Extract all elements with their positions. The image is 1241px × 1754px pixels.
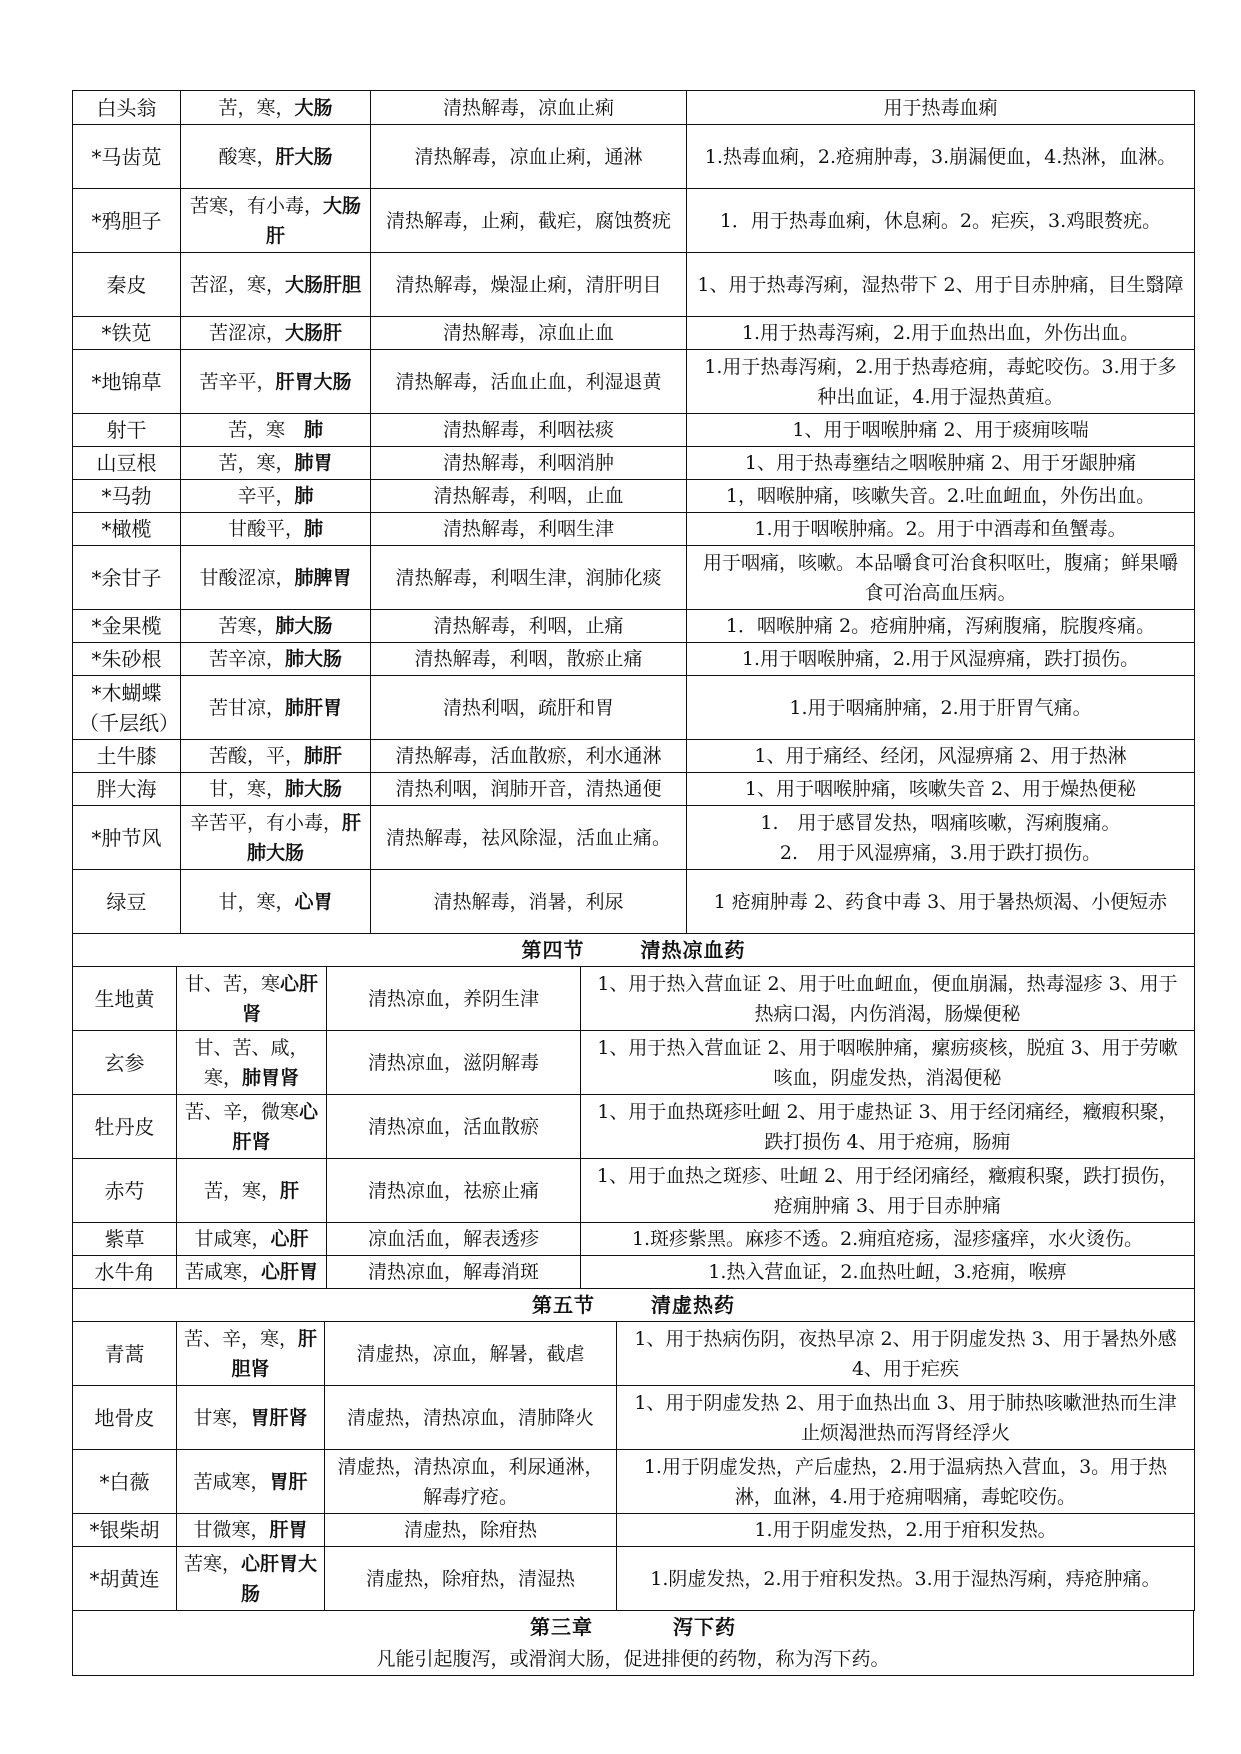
herb-property [181, 773, 371, 806]
herb-nature-flavor: 酸寒， [218, 145, 276, 168]
table-row [73, 253, 1195, 317]
herb-name: 青蒿 [73, 1322, 177, 1386]
herb-name: 地骨皮 [73, 1386, 177, 1450]
herb-meridian: 心肝肾 [232, 1100, 319, 1153]
herb-property [181, 676, 371, 740]
herb-name: 水牛角 [73, 1256, 177, 1289]
herb-nature-flavor: 苦甘凉， [208, 696, 285, 719]
herb-meridian: 心肝胃大肠 [240, 1552, 318, 1605]
herb-nature-flavor: 苦，寒， [203, 1179, 280, 1202]
herb-efficacy: 清热凉血，滋阴解毒 [327, 1031, 581, 1095]
herb-indications: 1、用于热毒壅结之咽喉肿痛 2、用于牙龈肿痛 [687, 447, 1195, 480]
herb-indications: 1．用于热毒血痢，休息痢。2。疟疾，3.鸡眼赘疣。 [687, 189, 1195, 253]
table-row [73, 1547, 1195, 1611]
herb-efficacy: 凉血活血，解表透疹 [327, 1223, 581, 1256]
table-row [73, 513, 1195, 546]
herb-indications: 1.阴虚发热，2.用于疳积发热。3.用于湿热泻痢，痔疮肿痛。 [617, 1547, 1195, 1611]
herb-name: *朱砂根 [73, 643, 181, 676]
herb-meridian: 肝胃大肠 [275, 370, 352, 393]
herb-property [181, 480, 371, 513]
herb-meridian: 大肠 [294, 96, 333, 119]
herb-indications: 1、用于热病伤阴，夜热早凉 2、用于阴虚发热 3、用于暑热外感 4、用于疟疾 [617, 1322, 1195, 1386]
herb-meridian: 心胃 [294, 890, 333, 913]
herb-meridian: 肝大肠 [275, 145, 333, 168]
herb-name: 绿豆 [73, 870, 181, 934]
herb-meridian: 大肠肝 [265, 194, 362, 247]
table-row [73, 1386, 1195, 1450]
section-title: 清虚热药 [651, 1293, 735, 1317]
herb-indications: 1.用于热毒泻痢，2.用于血热出血，外伤出血。 [687, 317, 1195, 350]
herb-property [181, 643, 371, 676]
herb-property [181, 189, 371, 253]
herb-meridian: 肺 [294, 485, 314, 507]
table-row [73, 610, 1195, 643]
herb-efficacy: 清热解毒，活血止血，利湿退黄 [371, 350, 687, 414]
table-row [73, 317, 1195, 350]
herb-property [181, 610, 371, 643]
herb-efficacy: 清热解毒，利咽祛痰 [371, 414, 687, 447]
table-row [73, 870, 1195, 934]
herb-indications: 1、用于血热之斑疹、吐衄 2、用于经闭痛经，癥瘕积聚，跌打损伤，疮痈肿痛 3、用于目赤肿痛 [581, 1159, 1195, 1223]
section-title: 清热凉血药 [640, 938, 746, 962]
herb-indications: 1.斑疹紫黑。麻疹不透。2.痈疽疮疡，湿疹瘙痒，水火烫伤。 [581, 1223, 1195, 1256]
herb-indications: 1.热毒血痢，2.疮痈肿毒，3.崩漏便血，4.热淋，血淋。 [687, 125, 1195, 189]
herb-efficacy: 清热解毒，利咽，散瘀止痛 [371, 643, 687, 676]
herb-name: 山豆根 [73, 447, 181, 480]
herb-name: 射干 [73, 414, 181, 447]
herb-indications: 1、用于咽喉肿痛，咳嗽失音 2、用于燥热便秘 [687, 773, 1195, 806]
herb-indications: 1.用于阴虚发热，2.用于疳积发热。 [617, 1514, 1195, 1547]
table-row [73, 414, 1195, 447]
herb-property [177, 1256, 327, 1289]
herb-efficacy: 清热解毒，利咽生津 [371, 513, 687, 546]
herb-nature-flavor: 苦，寒， [218, 452, 295, 474]
table-row [73, 1322, 1195, 1386]
herb-nature-flavor: 甘，寒， [218, 890, 295, 913]
table-row [73, 1256, 1195, 1289]
herb-name: *银柴胡 [73, 1514, 177, 1547]
herb-nature-flavor: 苦、辛，微寒 [184, 1100, 299, 1123]
herb-efficacy: 清热凉血，活血散瘀 [327, 1095, 581, 1159]
herb-property [181, 447, 371, 480]
herb-indications: 1.用于咽喉肿痛。2。用于中酒毒和鱼蟹毒。 [687, 513, 1195, 546]
herb-property [181, 91, 371, 125]
table-row [73, 740, 1195, 773]
herb-indications: 1，咽喉肿痛，咳嗽失音。2.吐血衄血，外伤出血。 [687, 480, 1195, 513]
herb-property [177, 1031, 327, 1095]
herb-name: *鸦胆子 [73, 189, 181, 253]
table-row [73, 350, 1195, 414]
herb-efficacy: 清虚热，除疳热 [325, 1514, 617, 1547]
herb-name: *木蝴蝶（千层纸） [73, 676, 181, 740]
herb-meridian: 肺 [304, 518, 324, 540]
herb-name: 赤芍 [73, 1159, 177, 1223]
herb-property [177, 1159, 327, 1223]
herb-property [177, 1547, 325, 1611]
herb-indications: 1.用于阴虚发热，产后虚热，2.用于温病热入营血，3。用于热淋，血淋，4.用于疮痈咽痛，毒蛇咬伤。 [617, 1450, 1195, 1514]
herb-name: 生地黄 [73, 967, 177, 1031]
herb-nature-flavor: 甘、苦、咸，寒， [194, 1036, 309, 1089]
herb-property [181, 740, 371, 773]
herb-meridian: 肺 [304, 419, 324, 441]
chapter-title: 泻下药 [673, 1615, 736, 1639]
herb-efficacy: 清虚热，清热凉血，利尿通淋，解毒疗疮。 [325, 1450, 617, 1514]
herb-name: 紫草 [73, 1223, 177, 1256]
herb-efficacy: 清热解毒，凉血止痢 [371, 91, 687, 125]
chapter-description: 凡能引起腹泻，或滑润大肠，促进排便的药物，称为泻下药。 [73, 1643, 1194, 1676]
section-label: 第五节 [532, 1293, 595, 1317]
herb-meridian: 肝胆肾 [231, 1327, 318, 1380]
herb-indications: 1、用于热入营血证 2、用于咽喉肿痛，瘰疬痰核，脱疽 3、用于劳嗽咳血，阴虚发热，消渴便秘 [581, 1031, 1195, 1095]
herb-property [181, 546, 371, 610]
herb-efficacy: 清虚热，凉血，解暑，截虐 [325, 1322, 617, 1386]
herb-indications: 1. 用于感冒发热，咽痛咳嗽，泻痢腹痛。 2. 用于风湿痹痛，3.用于跌打损伤。 [687, 806, 1195, 870]
herb-meridian: 大肠肝胆 [285, 273, 362, 296]
table-row [73, 967, 1195, 1031]
herb-meridian: 心肝 [270, 1228, 309, 1250]
herb-nature-flavor: 甘微寒， [193, 1519, 270, 1541]
herb-nature-flavor: 苦辛凉， [208, 648, 285, 670]
herb-name: *余甘子 [73, 546, 181, 610]
herb-property [181, 253, 371, 317]
herb-property [181, 125, 371, 189]
table-row [73, 546, 1195, 610]
table-row [73, 1450, 1195, 1514]
herb-meridian: 大肠肝 [285, 322, 343, 344]
section-heading [73, 934, 1195, 967]
herb-efficacy: 清热解毒，凉血止痢，通淋 [371, 125, 687, 189]
herb-efficacy: 清热解毒，止痢，截疟，腐蚀赘疣 [371, 189, 687, 253]
table-row [73, 1223, 1195, 1256]
herb-indications: 1、用于阴虚发热 2、用于血热出血 3、用于肺热咳嗽泄热而生津止烦渴泄热而泻肾经浮火 [617, 1386, 1195, 1450]
section-heading [73, 1289, 1195, 1322]
herb-nature-flavor: 苦酸，平， [208, 745, 304, 767]
herb-property [181, 350, 371, 414]
herb-nature-flavor: 甘寒， [193, 1406, 251, 1429]
herb-indications: 1 疮痈肿毒 2、药食中毒 3、用于暑热烦渴、小便短赤 [687, 870, 1195, 934]
herb-indications: 1.用于咽痛肿痛，2.用于肝胃气痛。 [687, 676, 1195, 740]
herb-meridian: 肺脾胃 [294, 566, 352, 589]
herb-meridian: 肺大肠 [275, 615, 333, 637]
herb-nature-flavor: 甘酸涩凉， [199, 566, 295, 589]
herb-nature-flavor: 苦寒， [183, 1552, 241, 1575]
herb-property [177, 1450, 325, 1514]
herb-name: *橄榄 [73, 513, 181, 546]
herb-name: *马齿苋 [73, 125, 181, 189]
herb-nature-flavor: 苦寒， [218, 615, 276, 637]
table-row [73, 643, 1195, 676]
herb-efficacy: 清虚热，清热凉血，清肺降火 [325, 1386, 617, 1450]
herb-name: 白头翁 [73, 91, 181, 125]
herb-table [72, 1610, 1194, 1676]
herb-efficacy: 清热解毒，消暑，利尿 [371, 870, 687, 934]
herb-nature-flavor: 甘，寒， [208, 778, 285, 800]
herb-property [181, 317, 371, 350]
table-row [73, 91, 1195, 125]
section-label: 第四节 [521, 938, 585, 962]
herb-efficacy: 清虚热，除疳热，清湿热 [325, 1547, 617, 1611]
herb-property [177, 1514, 325, 1547]
herb-property [181, 414, 371, 447]
herb-efficacy: 清热解毒，祛风除湿，活血止痛。 [371, 806, 687, 870]
herb-meridian: 胃肝 [269, 1470, 308, 1493]
herb-nature-flavor: 苦咸寒， [184, 1261, 261, 1283]
chapter-label: 第三章 [530, 1615, 593, 1639]
table-row [73, 1159, 1195, 1223]
herb-meridian: 肺肝 [304, 745, 343, 767]
herb-nature-flavor: 辛平， [237, 485, 295, 507]
herb-name: 土牛膝 [73, 740, 181, 773]
herb-meridian: 心肝肾 [241, 972, 319, 1025]
herb-efficacy: 清热解毒，利咽消肿 [371, 447, 687, 480]
herb-indications: 1．咽喉肿痛 2。疮痈肿痛，泻痢腹痛，脘腹疼痛。 [687, 610, 1195, 643]
table-row [73, 125, 1195, 189]
herb-indications: 1、用于热入营血证 2、用于吐血衄血，便血崩漏，热毒湿疹 3、用于热病口渴，内伤消渴，肠燥便秘 [581, 967, 1195, 1031]
herb-meridian: 肺胃 [294, 452, 333, 474]
herb-efficacy: 清热解毒，利咽生津，润肺化痰 [371, 546, 687, 610]
herb-indications: 1.用于热毒泻痢，2.用于热毒疮痈，毒蛇咬伤。3.用于多种出血证，4.用于湿热黄疸。 [687, 350, 1195, 414]
herb-meridian: 心肝胃 [261, 1261, 319, 1283]
herb-efficacy: 清热解毒，活血散瘀，利水通淋 [371, 740, 687, 773]
table-row [73, 1514, 1195, 1547]
herb-property [177, 1223, 327, 1256]
herb-table [72, 1288, 1195, 1611]
herb-meridian: 肝肺大肠 [246, 811, 362, 864]
herb-property [177, 1095, 327, 1159]
herb-name: 玄参 [73, 1031, 177, 1095]
herb-nature-flavor: 甘咸寒， [194, 1228, 271, 1250]
herb-indications: 1、用于血热斑疹吐衄 2、用于虚热证 3、用于经闭痛经，癥瘕积聚，跌打损伤 4、用于疮痈，肠痈 [581, 1095, 1195, 1159]
herb-indications: 用于咽痛，咳嗽。本品嚼食可治食积呕吐，腹痛；鲜果嚼食可治高血压病。 [687, 546, 1195, 610]
table-row [73, 676, 1195, 740]
herb-nature-flavor: 苦、辛，寒， [183, 1327, 298, 1350]
herb-table [72, 90, 1195, 934]
herb-nature-flavor: 苦，寒， [218, 96, 295, 119]
herb-efficacy: 清热凉血，解毒消斑 [327, 1256, 581, 1289]
herb-table [72, 933, 1195, 1289]
table-row [73, 1095, 1195, 1159]
herb-nature-flavor: 苦辛平， [199, 370, 276, 393]
herb-name: *肿节风 [73, 806, 181, 870]
herb-name: 牡丹皮 [73, 1095, 177, 1159]
table-row [73, 189, 1195, 253]
herb-nature-flavor: 辛苦平，有小毒， [189, 811, 342, 834]
herb-efficacy: 清热解毒，利咽，止痛 [371, 610, 687, 643]
table-row [73, 480, 1195, 513]
table-row [73, 1031, 1195, 1095]
herb-name: *马勃 [73, 480, 181, 513]
herb-indications: 用于热毒血痢 [687, 91, 1195, 125]
table-row [73, 447, 1195, 480]
herb-indications: 1、用于咽喉肿痛 2、用于痰痈咳喘 [687, 414, 1195, 447]
herb-property [181, 513, 371, 546]
herb-table-page [72, 90, 1194, 1676]
herb-nature-flavor: 苦，寒 [227, 419, 304, 441]
herb-efficacy: 清热解毒，凉血止血 [371, 317, 687, 350]
herb-name: 胖大海 [73, 773, 181, 806]
herb-name: *金果榄 [73, 610, 181, 643]
herb-property [177, 967, 327, 1031]
herb-nature-flavor: 苦咸寒， [193, 1470, 270, 1493]
herb-name: *白薇 [73, 1450, 177, 1514]
herb-nature-flavor: 苦寒，有小毒， [189, 194, 323, 217]
herb-meridian: 肺胃肾 [242, 1066, 300, 1089]
table-row [73, 806, 1195, 870]
herb-efficacy: 清热凉血，祛瘀止痛 [327, 1159, 581, 1223]
herb-meridian: 肺大肠 [285, 778, 343, 800]
herb-nature-flavor: 甘、苦，寒 [184, 972, 280, 995]
herb-efficacy: 清热解毒，利咽，止血 [371, 480, 687, 513]
herb-meridian: 肺大肠 [285, 648, 343, 670]
herb-meridian: 胃肝肾 [250, 1406, 308, 1429]
herb-efficacy: 清热解毒，燥湿止痢，清肝明目 [371, 253, 687, 317]
herb-property [177, 1322, 325, 1386]
herb-efficacy: 清热利咽，润肺开音，清热通便 [371, 773, 687, 806]
herb-indications: 1.用于咽喉肿痛，2.用于风湿痹痛，跌打损伤。 [687, 643, 1195, 676]
herb-nature-flavor: 苦涩凉， [208, 322, 285, 344]
chapter-heading [73, 1611, 1194, 1644]
herb-efficacy: 清热利咽，疏肝和胃 [371, 676, 687, 740]
herb-indications: 1、用于痛经、经闭，风湿痹痛 2、用于热淋 [687, 740, 1195, 773]
herb-meridian: 肺肝胃 [285, 696, 343, 719]
herb-name: *铁苋 [73, 317, 181, 350]
herb-efficacy: 清热凉血，养阴生津 [327, 967, 581, 1031]
herb-name: *地锦草 [73, 350, 181, 414]
herb-nature-flavor: 甘酸平， [227, 518, 304, 540]
herb-meridian: 肝 [280, 1179, 300, 1202]
herb-name: 秦皮 [73, 253, 181, 317]
herb-property [177, 1386, 325, 1450]
herb-meridian: 肝胃 [269, 1519, 308, 1541]
herb-property [181, 870, 371, 934]
table-row [73, 773, 1195, 806]
herb-name: *胡黄连 [73, 1547, 177, 1611]
herb-indications: 1.热入营血证，2.血热吐衄，3.疮痈，喉痹 [581, 1256, 1195, 1289]
herb-indications: 1、用于热毒泻痢，湿热带下 2、用于目赤肿痛，目生翳障 [687, 253, 1195, 317]
herb-nature-flavor: 苦涩，寒， [189, 273, 285, 296]
herb-property [181, 806, 371, 870]
